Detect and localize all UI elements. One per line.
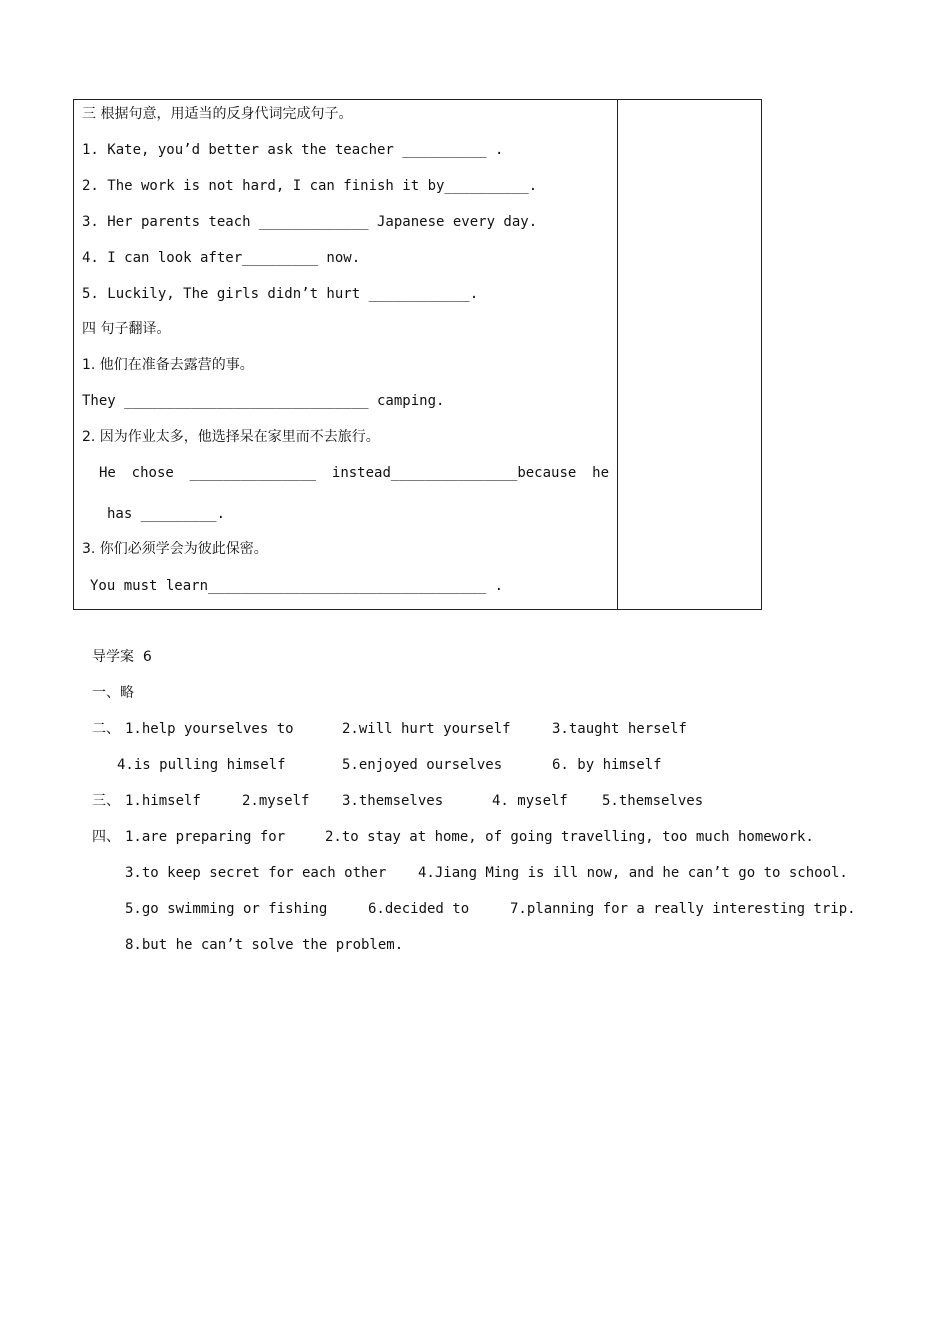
section3-heading: 三 根据句意，用适当的反身代词完成句子。 xyxy=(82,106,353,122)
q2-word: He xyxy=(99,465,116,481)
answer-item: 4.is pulling himself xyxy=(117,757,286,773)
section4-q3-english: You must learn_________________________________ . xyxy=(90,578,504,594)
q2-blank: _______________ xyxy=(189,465,317,481)
answer-part-4-prefix: 四、 xyxy=(92,829,120,845)
section3-item-1: 1. Kate, you’d better ask the teacher __________ . xyxy=(82,142,504,158)
answer-item: 2.to stay at home, of going travelling, too much homework. xyxy=(325,829,814,845)
answer-item: 4.Jiang Ming is ill now, and he can’t go to school. xyxy=(418,865,848,881)
answer-item: 1.are preparing for xyxy=(125,829,286,845)
section4-q1-chinese: 1. 他们在准备去露营的事。 xyxy=(82,357,254,373)
section3-item-3: 3. Her parents teach _____________ Japanese every day. xyxy=(82,214,538,230)
answer-key-title: 导学案 6 xyxy=(92,649,152,665)
section4-heading: 四 句子翻译。 xyxy=(82,321,171,337)
answer-item: 2.myself xyxy=(242,793,310,809)
q2-word: chose xyxy=(131,465,174,481)
answer-item: 3.to keep secret for each other xyxy=(125,865,387,881)
answer-item: 6. by himself xyxy=(552,757,662,773)
answer-item: 2.will hurt yourself xyxy=(342,721,511,737)
q2-word: instead_______________because xyxy=(331,465,577,481)
answer-item: 4. myself xyxy=(492,793,568,809)
section3-item-2: 2. The work is not hard, I can finish it by__________. xyxy=(82,178,538,194)
section3-item-4: 4. I can look after_________ now. xyxy=(82,250,361,266)
answer-part-2-prefix: 二、 xyxy=(92,721,120,737)
answer-item: 1.himself xyxy=(125,793,201,809)
answer-item: 5.themselves xyxy=(602,793,704,809)
answer-part-1: 一、略 xyxy=(92,685,134,701)
answer-item: 3.themselves xyxy=(342,793,444,809)
q2-word: he xyxy=(592,465,609,481)
answer-item: 1.help yourselves to xyxy=(125,721,294,737)
answer-item: 5.enjoyed ourselves xyxy=(342,757,503,773)
section4-q2-chinese: 2. 因为作业太多，他选择呆在家里而不去旅行。 xyxy=(82,429,380,445)
answer-item: 8.but he can’t solve the problem. xyxy=(125,937,404,953)
section4-q3-chinese: 3. 你们必须学会为彼此保密。 xyxy=(82,541,268,557)
answer-item: 6.decided to xyxy=(368,901,470,917)
section4-q2-english-continued: has _________. xyxy=(107,506,226,522)
answer-item: 5.go swimming or fishing xyxy=(125,901,328,917)
section3-item-5: 5. Luckily, The girls didn’t hurt ____________. xyxy=(82,286,479,302)
answer-part-3-prefix: 三、 xyxy=(92,793,120,809)
answer-key xyxy=(92,0,892,1344)
answer-item: 7.planning for a really interesting trip. xyxy=(510,901,856,917)
section4-q1-english: They _____________________________ camping. xyxy=(82,393,445,409)
answer-item: 3.taught herself xyxy=(552,721,687,737)
